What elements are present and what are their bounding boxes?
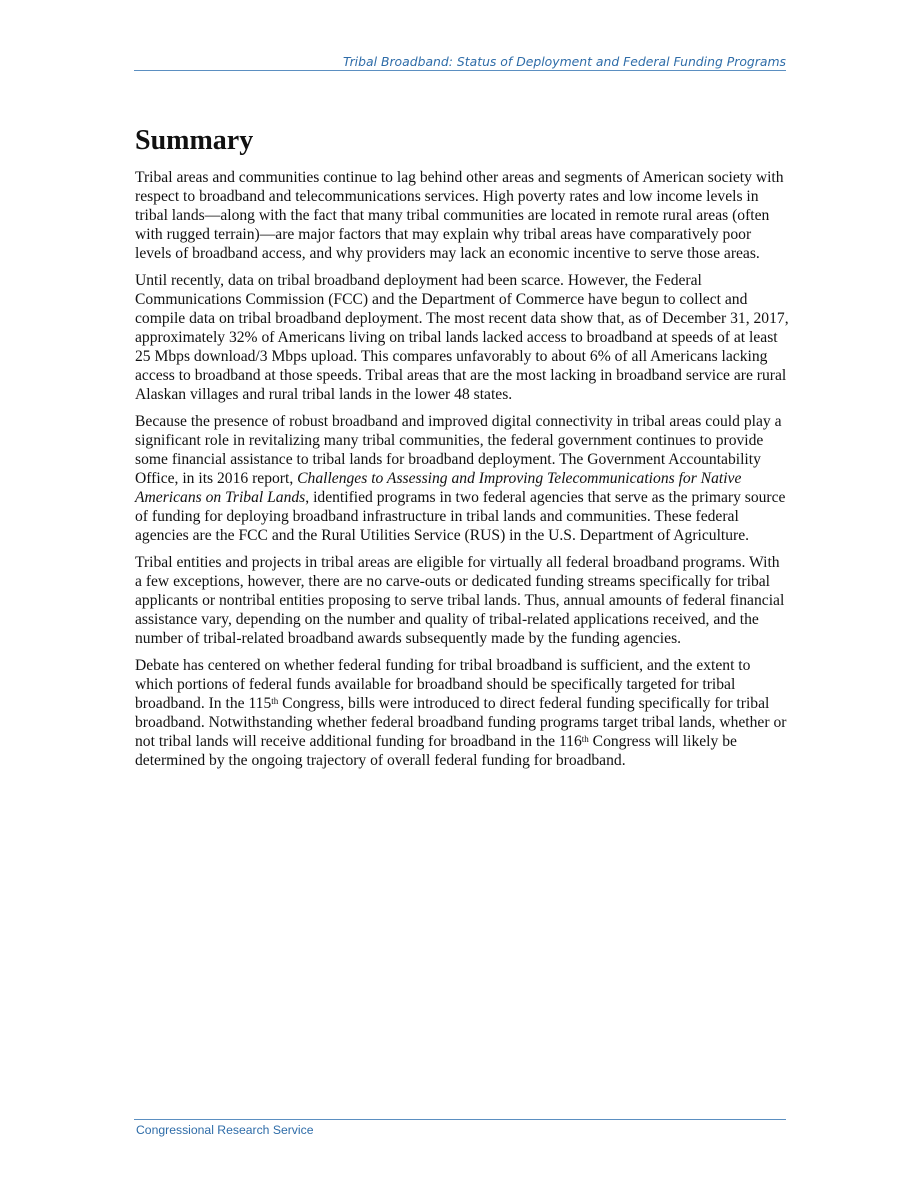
summary-section	[135, 124, 790, 778]
running-footer	[134, 1119, 786, 1137]
p5-text-part2: Congress, bills were introduced to direct federal funding specifically for tribal broadband. Notwithstanding whether federal broadband funding programs target tribal lands, whether or not tribal lands will receive additional funding for broadband in the 116	[135, 695, 787, 750]
summary-paragraph-4: Tribal entities and projects in tribal areas are eligible for virtually all federal broadband programs. With a few exceptions, however, there are no carve-outs or dedicated funding streams specifically for tribal applicants or nontribal entities proposing to serve tribal lands. Thus, annual amounts of federal financial assistance vary, depending on the number and quality of tribal-related applications received, and the number of tribal-related broadband awards subsequently made by the funding agencies.	[135, 554, 785, 647]
summary-paragraph-3	[135, 412, 790, 545]
summary-paragraph-2: Until recently, data on tribal broadband deployment had been scarce. However, the Federal Communications Commission (FCC) and the Department of Commerce have begun to collect and compile data on tribal broadband deployment. The most recent data show that, as of December 31, 2017, approximately 32% of Americans living on tribal lands lacked access to broadband at speeds of at least 25 Mbps download/3 Mbps upload. This compares unfavorably to about 6% of all Americans lacking access to broadband at those speeds. Tribal areas that are the most lacking in broadband service are rural Alaskan villages and rural tribal lands in the lower 48 states.	[135, 272, 789, 403]
summary-paragraph-5	[135, 656, 790, 770]
p3-text-before: Because the presence of robust broadband and improved digital connectivity in tribal areas could play a significant role in revitalizing many tribal communities, the federal government continues to provide some financial assistance to tribal lands for broadband deployment. The Government Accountability Office, in its 2016 report,	[135, 413, 782, 487]
header-title: Tribal Broadband: Status of Deployment and Federal Funding Programs	[342, 54, 786, 69]
running-header	[134, 54, 786, 71]
footer-text: Congressional Research Service	[136, 1123, 314, 1137]
p5-text-part3: Congress will likely be determined by the ongoing trajectory of overall federal funding for broadband.	[135, 733, 737, 769]
ordinal-suffix-116: th	[581, 734, 589, 744]
p3-text-after: , identified programs in two federal agencies that serve as the primary source of funding for deploying broadband infrastructure in tribal lands and communities. These federal agencies are the FCC and the Rural Utilities Service (RUS) in the U.S. Department of Agriculture.	[135, 489, 786, 544]
summary-paragraph-1: Tribal areas and communities continue to lag behind other areas and segments of American society with respect to broadband and telecommunications services. High poverty rates and low income levels in tribal lands—along with the fact that many tribal communities are located in remote rural areas (often with rugged terrain)—are major factors that may explain why tribal areas have comparatively poor levels of broadband access, and why providers may lack an economic incentive to serve those areas.	[135, 169, 784, 262]
gao-report-title: Challenges to Assessing and Improving Telecommunications for Native Americans on Tribal Lands	[135, 470, 742, 506]
summary-heading: Summary	[135, 125, 254, 156]
p5-text-part1: Debate has centered on whether federal funding for tribal broadband is sufficient, and the extent to which portions of federal funds available for broadband should be specifically targeted for tribal broadband. In the 115	[135, 657, 751, 712]
ordinal-suffix-115: th	[271, 696, 279, 706]
